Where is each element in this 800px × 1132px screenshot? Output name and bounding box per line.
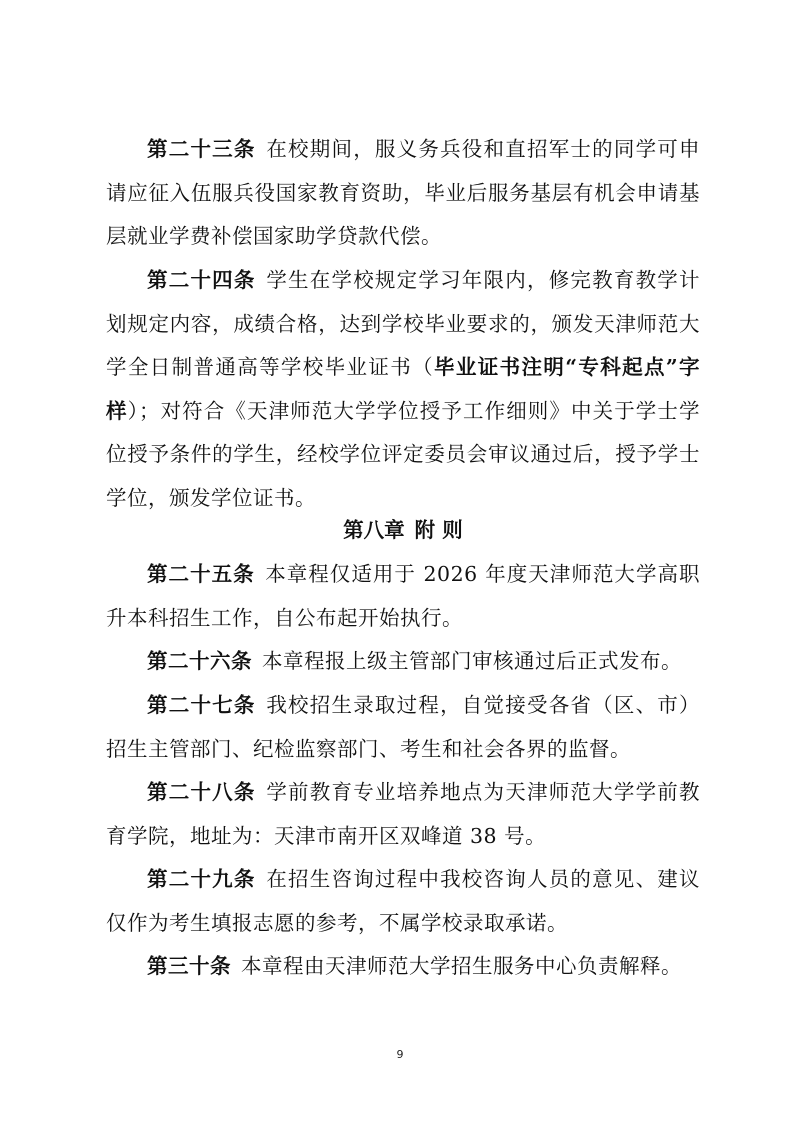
article-27-title: 第二十七条 xyxy=(147,693,256,717)
article-23-title: 第二十三条 xyxy=(147,137,256,161)
article-24-body-part-b: ）；对符合《天津师范大学学位授予工作细则》中关于学士学位授予条件的学生，经校学位评定委员会审议通过后，授予学士学位，颁发学位证书。 xyxy=(106,398,701,510)
article-28-body: 学前教育专业培养地点为天津师范大学学前教育学院，地址为：天津市南开区双峰道 38 号。 xyxy=(106,780,701,848)
article-29 xyxy=(106,858,700,945)
chapter-title: 附 则 xyxy=(414,518,463,542)
article-30-title: 第三十条 xyxy=(147,954,231,978)
article-24 xyxy=(106,259,700,520)
page-number: 9 xyxy=(396,1048,404,1061)
article-23-body: 在校期间，服义务兵役和直招军士的同学可申请应征入伍服兵役国家教育资助，毕业后服务基层有机会申请基层就业学费补偿国家助学贷款代偿。 xyxy=(106,137,701,248)
chapter-heading xyxy=(106,509,700,553)
article-24-body-part-a: 学生在学校规定学习年限内，修完教育教学计划规定内容，成绩合格，达到学校毕业要求的，颁发天津师范大学全日制普通高等学校毕业证书（ xyxy=(106,268,701,379)
article-25-body: 本章程仅适用于 2026 年度天津师范大学高职升本科招生工作，自公布起开始执行。 xyxy=(106,562,701,630)
article-26-body: 本章程报上级主管部门审核通过后正式发布。 xyxy=(262,649,682,673)
article-24-title: 第二十四条 xyxy=(147,268,256,292)
article-28-title: 第二十八条 xyxy=(147,780,256,804)
article-28 xyxy=(106,771,700,858)
article-30-body: 本章程由天津师范大学招生服务中心负责解释。 xyxy=(241,954,682,978)
article-23 xyxy=(106,128,700,259)
chapter-number: 第八章 xyxy=(343,518,405,542)
article-27-body: 我校招生录取过程，自觉接受各省（区、市）招生主管部门、纪检监察部门、考生和社会各界的监督。 xyxy=(106,693,701,761)
article-27 xyxy=(106,684,700,771)
article-26-title: 第二十六条 xyxy=(147,649,252,673)
article-29-title: 第二十九条 xyxy=(147,867,256,891)
article-24-body-bold: 毕业证书注明“专科起点”字样 xyxy=(106,355,701,423)
article-30 xyxy=(106,945,700,989)
article-25-title: 第二十五条 xyxy=(147,562,255,586)
article-29-body: 在招生咨询过程中我校咨询人员的意见、建议仅作为考生填报志愿的参考，不属学校录取承诺。 xyxy=(106,867,701,935)
article-26 xyxy=(106,640,700,684)
article-25 xyxy=(106,553,700,640)
